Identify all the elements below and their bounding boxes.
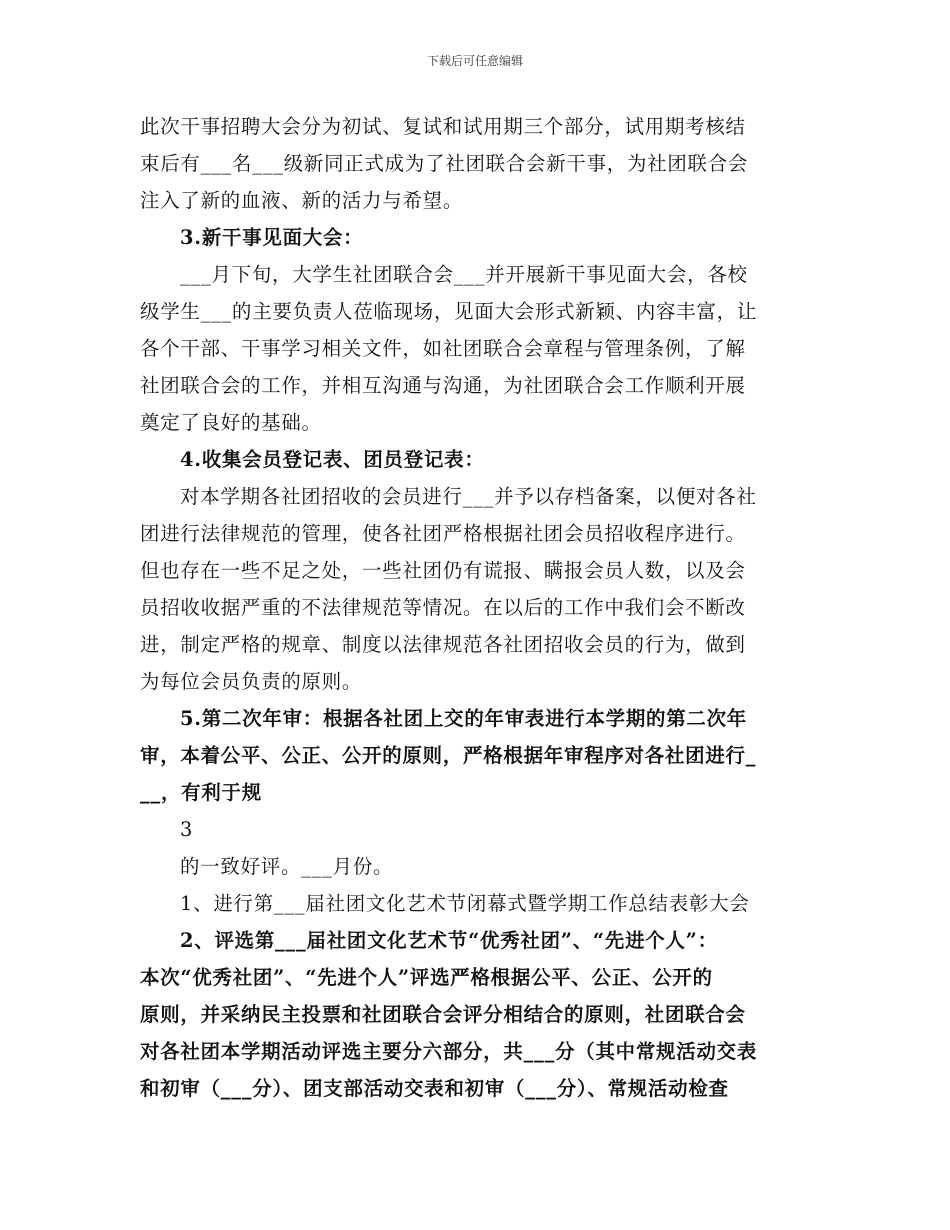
text-line: 本次“优秀社团”、“先进个人”评选严格根据公平、公正、公开的	[140, 966, 713, 989]
text-line: 此次干事招聘大会分为初试、复试和试用期三个部分，试用期考核结	[140, 115, 746, 138]
text-line: 级学生___的主要负责人莅临现场，见面大会形式新颖、内容丰富，让	[140, 300, 758, 323]
text-line: 束后有___名___级新同正式成为了社团联合会新干事，为社团联合会	[140, 152, 749, 175]
text-line: ___月下旬，大学生社团联合会___并开展新干事见面大会，各校	[180, 263, 748, 286]
text-line: 对各社团本学期活动评选主要分六部分，共___分（其中常规活动交表	[140, 1040, 758, 1063]
page-header: 下载后可任意编辑	[426, 54, 523, 68]
text-line: 但也存在一些不足之处，一些社团仍有谎报、瞒报会员人数，以及会	[140, 559, 746, 582]
text-line: 审，本着公平、公正、公开的原则，严格根据年审程序对各社团进行_	[140, 744, 757, 767]
text-line: 注入了新的血液、新的活力与希望。	[140, 189, 464, 212]
text-line: 奠定了良好的基础。	[140, 411, 322, 434]
text-line: 3	[180, 818, 194, 841]
text-line: 5.第二次年审：根据各社团上交的年审表进行本学期的第二次年	[180, 707, 747, 730]
text-line: 的一致好评。___月份。	[180, 855, 394, 878]
text-line: 进，制定严格的规章、制度以法律规范各社团招收会员的行为，做到	[140, 633, 746, 656]
text-line: 4.收集会员登记表、团员登记表：	[180, 448, 485, 471]
text-line: 为每位会员负责的原则。	[140, 670, 363, 693]
text-line: 各个干部、干事学习相关文件，如社团联合会章程与管理条例，了解	[140, 337, 746, 360]
text-line: __，有利于规	[140, 781, 262, 804]
text-line: 团进行法律规范的管理，使各社团严格根据社团会员招收程序进行。	[140, 522, 746, 545]
text-line: 社团联合会的工作，并相互沟通与沟通，为社团联合会工作顺利开展	[140, 374, 746, 397]
document-body	[140, 108, 812, 1107]
text-line: 和初审（___分）、团支部活动交表和初审（___分）、常规活动检查	[140, 1077, 729, 1100]
text-line: 对本学期各社团招收的会员进行___并予以存档备案，以便对各社	[180, 485, 757, 508]
text-line: 3.新干事见面大会：	[180, 226, 364, 249]
text-line: 1、进行第___届社团文化艺术节闭幕式暨学期工作总结表彰大会	[180, 892, 750, 915]
text-line: 员招收收据严重的不法律规范等情况。在以后的工作中我们会不断改	[140, 596, 746, 619]
text-line: 2、评选第___届社团文化艺术节“优秀社团”、“先进个人”：	[180, 929, 718, 952]
text-line: 原则，并采纳民主投票和社团联合会评分相结合的原则，社团联合会	[140, 1003, 746, 1026]
